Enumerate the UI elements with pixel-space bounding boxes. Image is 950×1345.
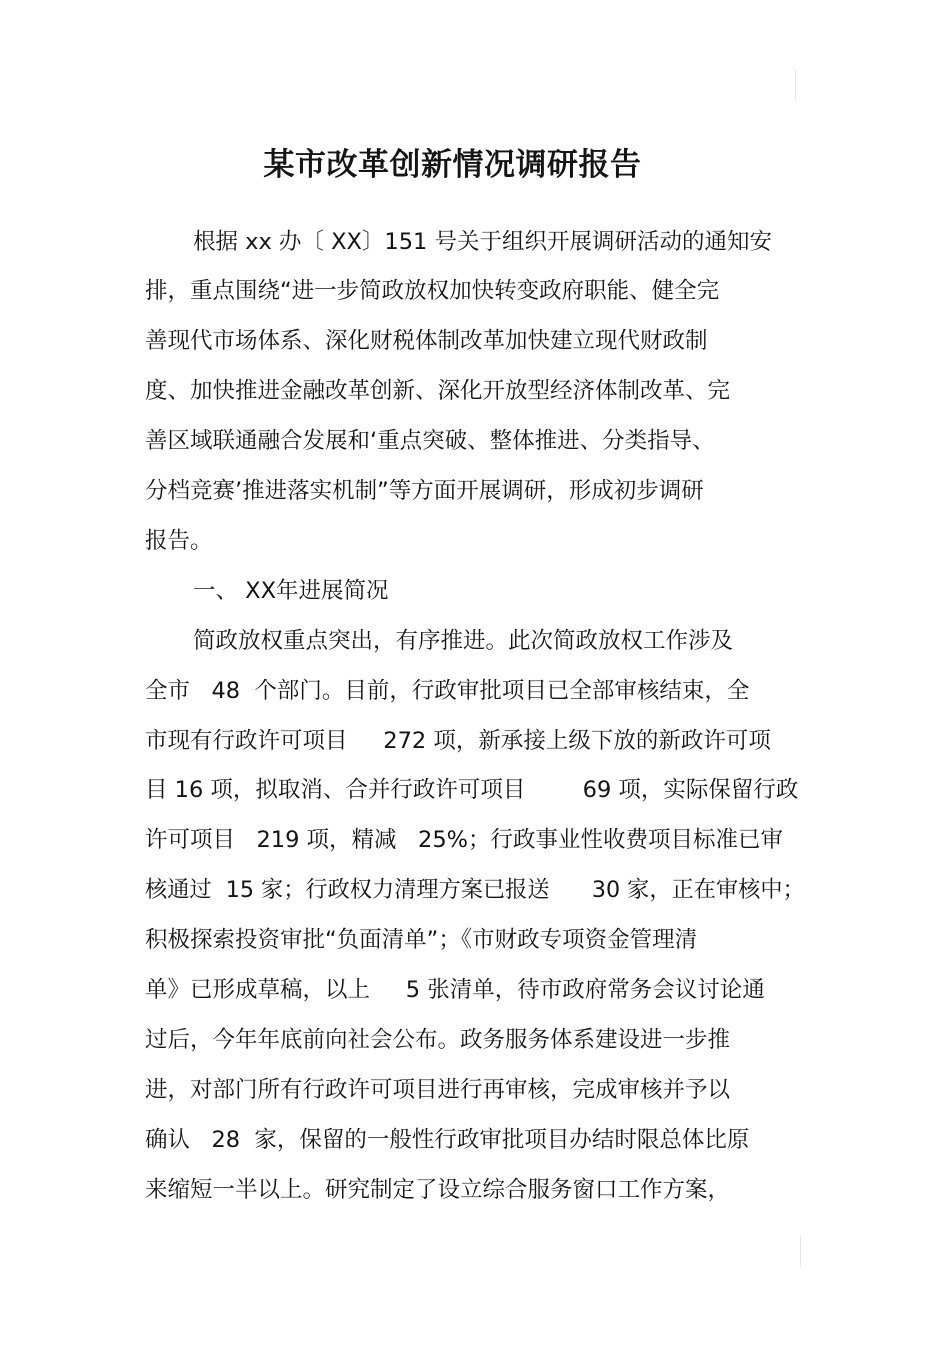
body-line: 积极探索投资审批“负面清单”；《市财政专项资金管理清 [145, 927, 698, 953]
body-line: 确认 28 家，保留的一般性行政审批项目办结时限总体比原 [145, 1127, 750, 1153]
body-line: 排，重点围绕“进一步简政放权加快转变政府职能、健全完 [145, 278, 720, 304]
body-line: 来缩短一半以上。研究制定了设立综合服务窗口工作方案， [145, 1177, 731, 1203]
body-line: 过后，今年年底前向社会公布。政务服务体系建设进一步推 [145, 1027, 731, 1053]
body-line: 核通过 15 家；行政权力清理方案已报送 30 家，正在审核中； [145, 877, 805, 903]
page-edge-mark-top [795, 70, 796, 100]
body-line: 善区域联通融合发展和‘重点突破、整体推进、分类指导、 [145, 428, 715, 454]
body-line: 全市 48 个部门。目前，行政审批项目已全部审核结束，全 [145, 678, 750, 704]
body-line: 简政放权重点突出，有序推进。此次简政放权工作涉及 [193, 628, 734, 654]
body-line: 市现有行政许可项目 272 项，新承接上级下放的新政许可项 [145, 728, 771, 754]
body-line: 分档竞赛’推进落实机制”等方面开展调研，形成初步调研 [145, 478, 704, 504]
document-title: 某市改革创新情况调研报告 [263, 146, 642, 183]
body-line: 善现代市场体系、深化财税体制改革加快建立现代财政制 [145, 328, 708, 354]
body-line: 目 16 项，拟取消、合并行政许可项目 69 项，实际保留行政 [145, 777, 799, 803]
body-line: 许可项目 219 项，精减 25%；行政事业性收费项目标准已审 [145, 827, 784, 853]
page-edge-mark-bottom [800, 1235, 801, 1267]
body-line: 单》已形成草稿，以上 5 张清单，待市政府常务会议讨论通 [145, 977, 765, 1003]
body-line: 报告。 [145, 528, 213, 554]
section-heading: 一、 XX年进展简况 [193, 578, 389, 604]
body-line: 根据 xx 办〔 XX〕151 号关于组织开展调研活动的通知安 [193, 229, 773, 255]
body-line: 度、加快推进金融改革创新、深化开放型经济体制改革、完 [145, 378, 731, 404]
body-line: 进，对部门所有行政许可项目进行再审核，完成审核并予以 [145, 1077, 731, 1103]
